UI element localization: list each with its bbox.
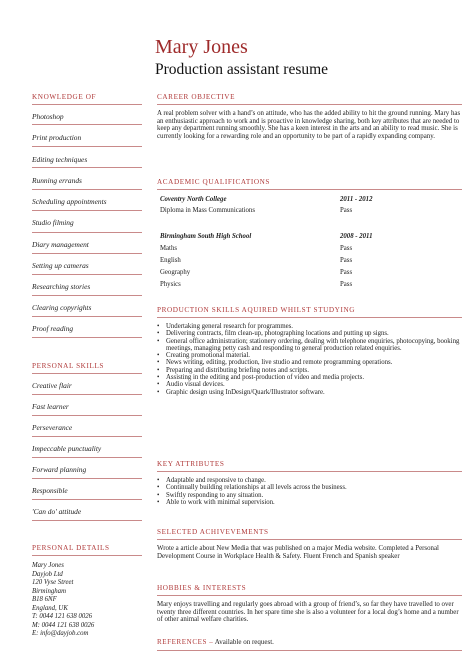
detail-line: Dayjob Ltd: [32, 570, 63, 578]
achievements-heading: SELECTED ACHIVEVEMENTS: [157, 528, 269, 536]
list-item: • Undertaking general research for programmes.: [157, 323, 462, 330]
hobbies-heading: HOBBIES & INTERESTS: [157, 584, 247, 592]
divider: [32, 520, 142, 521]
objective-heading: CAREER OBJECTIVE: [157, 93, 236, 101]
hobbies-divider: [157, 595, 462, 596]
references-heading: REFERENCES –: [157, 638, 214, 646]
knowledge-item: Studio filming: [32, 218, 74, 227]
list-item: • Graphic design using InDesign/Quark/Illustrator software.: [157, 389, 462, 396]
attributes-divider: [157, 471, 462, 472]
list-item: • Assisting in the editing and post-production of video and media projects.: [157, 374, 462, 381]
detail-line: England, UK: [32, 604, 68, 612]
knowledge-item: Clearing copyrights: [32, 303, 92, 312]
knowledge-item: Scheduling appointments: [32, 197, 107, 206]
skills-heading: PERSONAL SKILLS: [32, 362, 105, 370]
production-heading: PRODUCTION SKILLS AQUIRED WHILST STUDYING: [157, 306, 356, 314]
detail-line: T: 0044 121 638 0026: [32, 613, 93, 620]
academic-result: Pass: [340, 245, 353, 252]
knowledge-item: Setting up cameras: [32, 261, 89, 270]
academic-dates: 2008 - 2011: [340, 233, 373, 240]
academic-subject: English: [160, 257, 181, 264]
academic-divider: [157, 189, 462, 190]
references-text: Available on request.: [213, 638, 274, 646]
divider: [32, 146, 142, 147]
academic-result: Pass: [340, 207, 353, 214]
list-item: • Swiftly responding to any situation.: [157, 492, 462, 499]
knowledge-item: Proof reading: [32, 324, 74, 333]
knowledge-item: Editing techniques: [32, 155, 88, 164]
detail-line: Mary Jones: [32, 562, 64, 569]
list-item: • Creating promotional material.: [157, 352, 462, 359]
references-line: [157, 638, 274, 646]
academic-heading: ACADEMIC QUALIFICATIONS: [157, 178, 271, 186]
knowledge-divider: [32, 104, 142, 105]
list-item: • News writing, editing, production, live studio and remote programming operations.: [157, 359, 462, 366]
academic-subject: Maths: [160, 245, 177, 252]
personal-details-block: [32, 562, 142, 639]
divider: [32, 189, 142, 190]
skill-item: Perseverance: [32, 423, 73, 432]
achievements-text: Wrote a article about New Media that was published on a major Media website. Completed a Personal Development Course in Workplace Health & Safety. Fluent French and Spanish speaker: [157, 545, 439, 560]
knowledge-item: Diary management: [32, 240, 89, 249]
divider: [32, 167, 142, 168]
academic-subject: Geography: [160, 269, 191, 276]
detail-line: Birmingham: [32, 587, 66, 595]
list-item: • Adaptable and responsive to change.: [157, 477, 462, 484]
divider: [32, 457, 142, 458]
academic-result: Pass: [340, 269, 353, 276]
knowledge-item: Running errands: [32, 176, 82, 185]
resume-name: Mary Jones: [155, 36, 248, 58]
academic-institution: Birmingham South High School: [160, 233, 252, 240]
divider: [32, 415, 142, 416]
divider: [32, 316, 142, 317]
objective-text: A real problem solver with a hand’s on attitude, who has the added ability to hit the ground running. Mary has an enthusiastic approach to work and is proactive in knowledge sharing, both key attributes that are needed to keep any department running smoothly. She has a keen interest in the arts and an ability to read music. She is currently looking for a rewarding role and an opportunity to be part of a rapidly expanding company.: [157, 110, 461, 140]
skill-item: 'Can do' attitude: [32, 507, 82, 516]
detail-line: M: 0044 121 638 0026: [32, 621, 95, 629]
skills-divider: [32, 373, 142, 374]
skill-item: Impeccable punctuality: [32, 444, 102, 453]
divider: [32, 394, 142, 395]
knowledge-item: Print production: [32, 133, 82, 142]
details-divider: [32, 555, 142, 556]
attributes-list: [157, 477, 462, 506]
list-item: • General office administration; stationery ordering, dealing with telephone enquiries, photocopying, booking meetings, managing petty cash and responding to general production related enquiries.: [157, 338, 462, 353]
achievements-divider: [157, 539, 462, 540]
divider: [32, 210, 142, 211]
list-item: • Able to work with minimal supervision.: [157, 499, 462, 506]
detail-line: 120 Vyse Street: [32, 579, 74, 586]
details-heading: PERSONAL DETAILS: [32, 544, 110, 552]
divider: [32, 499, 142, 500]
divider: [32, 337, 142, 338]
knowledge-heading: KNOWLEDGE OF: [32, 93, 97, 101]
divider: [32, 232, 142, 233]
list-item: • Delivering contracts, film clean-up, photographing locations and putting up signs.: [157, 330, 462, 337]
hobbies-text: Mary enjoys travelling and regularly goes abroad with a group of friend’s, so far they have travelled to over twenty three different countries. In her spare time she is also a volunteer for a local dog’s home and a number of other animal welfare charities.: [157, 601, 459, 624]
list-item: • Continually building relationships at all levels across the business.: [157, 484, 462, 491]
skill-item: Creative flair: [32, 381, 72, 390]
academic-result: Pass: [340, 281, 353, 288]
divider: [32, 253, 142, 254]
objective-divider: [157, 104, 462, 105]
skill-item: Forward planning: [32, 465, 87, 474]
divider: [32, 295, 142, 296]
divider: [32, 436, 142, 437]
list-item: • Audio visual devices.: [157, 381, 462, 388]
knowledge-item: Photoshop: [32, 112, 64, 121]
academic-course: Diploma in Mass Communications: [160, 207, 255, 214]
divider: [32, 478, 142, 479]
list-item: • Preparing and distributing briefing notes and scripts.: [157, 367, 462, 374]
skill-item: Fast learner: [32, 402, 69, 411]
academic-institution: Coventry North College: [160, 196, 227, 203]
knowledge-item: Researching stories: [32, 282, 91, 291]
production-skills-list: [157, 323, 462, 396]
academic-result: Pass: [340, 257, 353, 264]
divider: [32, 274, 142, 275]
detail-line: B18 6NF: [32, 596, 57, 603]
skill-item: Responsible: [32, 486, 68, 495]
academic-subject: Physics: [160, 281, 181, 288]
attributes-heading: KEY ATTRIBUTES: [157, 460, 225, 468]
production-divider: [157, 317, 462, 318]
email-link[interactable]: E: info@dayjob.com: [32, 630, 89, 637]
divider: [32, 124, 142, 125]
references-divider: [157, 650, 462, 651]
resume-title: Production assistant resume: [155, 61, 329, 78]
academic-dates: 2011 - 2012: [340, 196, 373, 203]
